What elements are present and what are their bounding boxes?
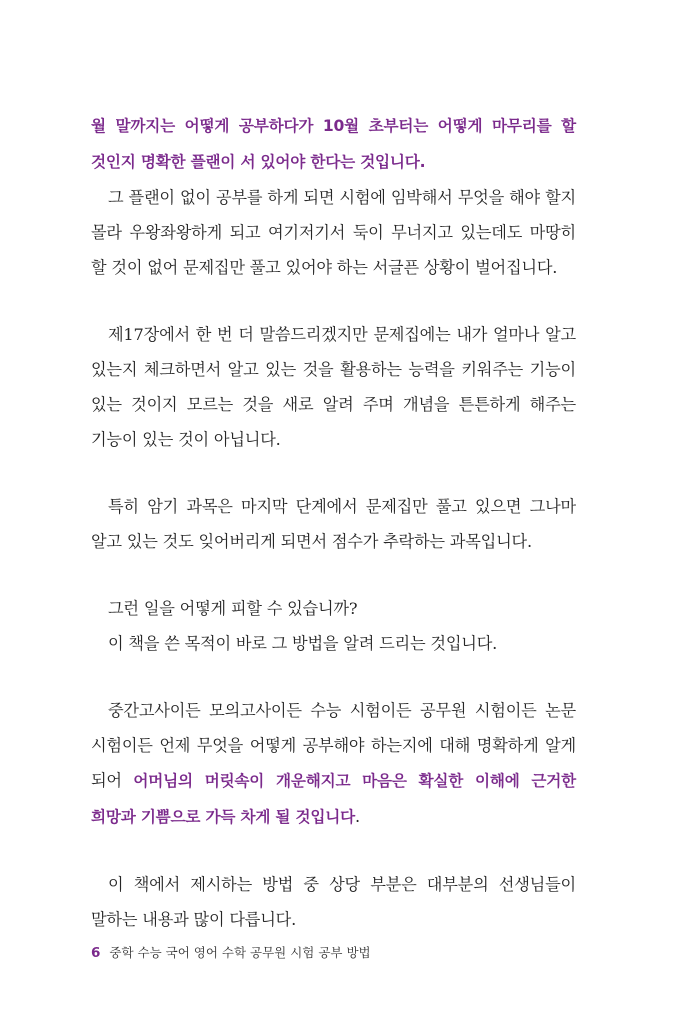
page-number: 6 xyxy=(91,945,101,961)
paragraph-tail: . xyxy=(354,807,360,826)
paragraph-text: 그 플랜이 없이 공부를 하게 되면 시험에 임박해서 무엇을 해야 할지 몰라 우왕좌왕하게 되고 여기저기서 둑이 무너지고 있는데도 마땅히 할 것이 없어 문제집만 풀고 있어야 하는 서글픈 상황이 벌어집니다. xyxy=(91,188,576,277)
paragraph-2 xyxy=(91,317,576,457)
paragraph-3 xyxy=(91,489,576,559)
paragraph-1 xyxy=(91,180,576,285)
paragraph-4-line-1 xyxy=(91,591,576,626)
highlight-text: 월 말까지는 어떻게 공부하다가 10월 초부터는 어떻게 마무리를 할 것인지 명확한 플랜이 서 있어야 한다는 것입니다. xyxy=(91,117,576,171)
paragraph-text: 제17장에서 한 번 더 말씀드리겠지만 문제집에는 내가 얼마나 알고 있는지 체크하면서 알고 있는 것을 활용하는 능력을 키워주는 기능이 있는 것이지 모르는 것을 새로 알려 주며 개념을 튼튼하게 해주는 기능이 있는 것이 아닙니다. xyxy=(91,325,576,449)
paragraph-6 xyxy=(91,867,576,937)
highlight-text: 어머님의 머릿속이 개운해지고 마음은 확실한 이해에 근거한 희망과 기쁨으로 가득 차게 될 것입니다 xyxy=(91,772,576,826)
paragraph-4-line-2 xyxy=(91,626,576,661)
paragraph-1-highlight xyxy=(91,108,576,180)
paragraph-text: 중간고사이든 모의고사이든 수능 시험이든 공무원 시험이든 논문 시험이든 언제 무엇을 어떻게 공부해야 하는지에 대해 명확하게 알게 되어 xyxy=(91,701,576,790)
paragraph-text: 이 책을 쓴 목적이 바로 그 방법을 알려 드리는 것입니다. xyxy=(108,634,498,653)
running-title: 중학 수능 국어 영어 수학 공무원 시험 공부 방법 xyxy=(109,945,371,960)
page-footer xyxy=(91,943,371,961)
page-body xyxy=(91,108,576,937)
paragraph-5 xyxy=(91,693,576,835)
paragraph-text: 그런 일을 어떻게 피할 수 있습니까? xyxy=(108,599,358,618)
paragraph-text: 이 책에서 제시하는 방법 중 상당 부분은 대부분의 선생님들이 말하는 내용과 많이 다릅니다. xyxy=(91,875,576,929)
paragraph-text: 특히 암기 과목은 마지막 단계에서 문제집만 풀고 있으면 그나마 알고 있는 것도 잊어버리게 되면서 점수가 추락하는 과목입니다. xyxy=(91,497,576,551)
